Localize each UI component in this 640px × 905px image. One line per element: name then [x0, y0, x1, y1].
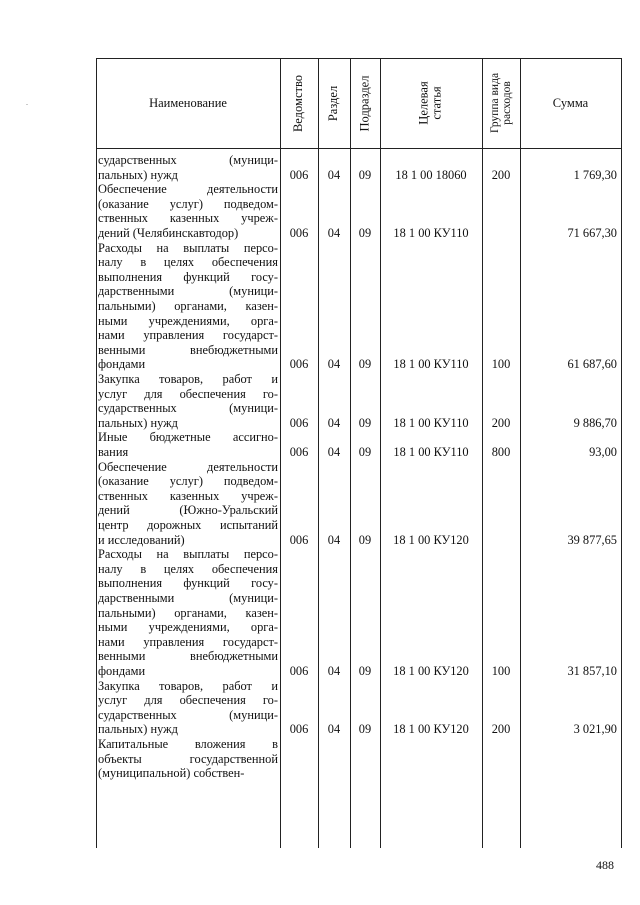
row-name-line: вания [98, 445, 129, 459]
row-razdel: 04 [327, 722, 341, 737]
row-gruppa: 200 [491, 722, 511, 737]
row-name-line: дений (Челябинскавтодор) [98, 226, 239, 240]
row-name-line: (оказание услуг) подведом- [98, 196, 278, 211]
row-name-line: Иные бюджетные ассигно- [98, 430, 278, 445]
page-number: 488 [596, 858, 614, 872]
row-name-line: выполнения функций госу- [98, 269, 278, 284]
row-summa: 39 877,65 [567, 532, 617, 547]
header-statia-line1: Целевая [417, 81, 431, 125]
margin-mark: . [26, 98, 28, 107]
row-name-line: сударственных (муници- [98, 153, 278, 167]
row-podrazdel: 09 [358, 357, 372, 372]
row-razdel: 04 [327, 226, 341, 240]
row-name-line: (оказание услуг) подведом- [98, 474, 278, 489]
row-name-line: дарственными (муници- [98, 591, 278, 605]
row-name-line: Закупка товаров, работ и [98, 372, 278, 386]
row-vedomstvo: 006 [289, 532, 309, 547]
header-gruppa-line1: Группа вида [489, 72, 502, 134]
row-podrazdel: 09 [358, 532, 372, 547]
header-name-text: Наименование [149, 95, 227, 110]
row-name-line: Расходы на выплаты персо- [98, 240, 278, 255]
row-name-line: нами управления государст- [98, 328, 278, 343]
row-podrazdel: 09 [358, 722, 372, 737]
row-name-line: сударственных (муници- [98, 707, 278, 722]
row-gruppa: 200 [491, 167, 511, 182]
row-name-line: пальных) нужд [98, 722, 178, 737]
table-border-left [96, 58, 97, 848]
header-divider [96, 148, 622, 149]
header-gruppa [482, 58, 520, 148]
row-statia: 18 1 00 КУ120 [393, 532, 469, 547]
row-summa: 71 667,30 [567, 226, 617, 240]
row-summa: 93,00 [589, 445, 617, 459]
row-vedomstvo: 006 [289, 722, 309, 737]
row-gruppa: 800 [491, 445, 511, 459]
header-statia [380, 58, 482, 148]
row-vedomstvo: 006 [289, 415, 309, 430]
row-statia: 18 1 00 18060 [395, 167, 467, 182]
row-gruppa: 100 [491, 357, 511, 372]
row-statia: 18 1 00 КУ110 [393, 445, 469, 459]
row-name-line: пальных) нужд [98, 167, 178, 182]
row-podrazdel: 09 [358, 167, 372, 182]
row-name-line: венными внебюджетными [98, 342, 278, 357]
row-name-line: услуг для обеспечения го- [98, 386, 278, 401]
row-razdel: 04 [327, 664, 341, 678]
row-name-line: Обеспечение деятельности [98, 182, 278, 197]
header-razdel [318, 58, 350, 148]
row-name-line: центр дорожных испытаний [98, 518, 278, 532]
header-podrazdel-text: Подраздел [357, 75, 372, 131]
row-razdel: 04 [327, 415, 341, 430]
row-name-line: дарственными (муници- [98, 284, 278, 299]
row-name-line: ственных казенных учреж- [98, 488, 278, 503]
row-podrazdel: 09 [358, 664, 372, 678]
row-name-line: налу в целях обеспечения [98, 561, 278, 576]
row-name-line: венными внебюджетными [98, 649, 278, 664]
row-name-line: ными учреждениями, орга- [98, 620, 278, 635]
row-vedomstvo: 006 [289, 664, 309, 678]
row-summa: 9 886,70 [573, 415, 617, 430]
row-statia: 18 1 00 КУ110 [393, 357, 469, 372]
row-vedomstvo: 006 [289, 167, 309, 182]
row-name-line: фондами [98, 357, 146, 372]
row-name-line: налу в целях обеспечения [98, 255, 278, 270]
row-name-line: выполнения функций госу- [98, 576, 278, 591]
row-name-line: дений (Южно-Уральский [98, 503, 278, 518]
row-summa: 31 857,10 [567, 664, 617, 678]
header-vedomstvo [280, 58, 318, 148]
row-podrazdel: 09 [358, 445, 372, 459]
row-summa: 61 687,60 [567, 357, 617, 372]
row-name-line: пальными) органами, казен- [98, 605, 278, 620]
row-vedomstvo: 006 [289, 357, 309, 372]
row-gruppa: 100 [491, 664, 511, 678]
row-name-line: ными учреждениями, орга- [98, 313, 278, 328]
row-razdel: 04 [327, 532, 341, 547]
row-gruppa: 200 [491, 415, 511, 430]
row-razdel: 04 [327, 445, 341, 459]
row-name-line: и исследований) [98, 532, 185, 547]
row-name-line: Закупка товаров, работ и [98, 678, 278, 693]
row-name-line: нами управления государст- [98, 634, 278, 649]
row-name-line: ственных казенных учреж- [98, 211, 278, 226]
header-name [96, 58, 280, 148]
row-name-line: объекты государственной [98, 751, 278, 766]
row-vedomstvo: 006 [289, 226, 309, 240]
header-gruppa-line2: расходов [501, 81, 514, 125]
row-name-line: (муниципальной) собствен- [98, 766, 245, 781]
header-summa [520, 58, 621, 148]
header-summa-text: Сумма [552, 95, 589, 110]
row-statia: 18 1 00 КУ110 [393, 415, 469, 430]
row-name-line: пальными) органами, казен- [98, 299, 278, 313]
row-podrazdel: 09 [358, 415, 372, 430]
row-name-line: Обеспечение деятельности [98, 459, 278, 474]
row-statia: 18 1 00 КУ120 [393, 722, 469, 737]
row-razdel: 04 [327, 167, 341, 182]
header-razdel-text: Раздел [326, 85, 341, 121]
row-name-line: услуг для обеспечения го- [98, 693, 278, 708]
row-name-line: пальных) нужд [98, 415, 178, 430]
row-vedomstvo: 006 [289, 445, 309, 459]
row-podrazdel: 09 [358, 226, 372, 240]
row-statia: 18 1 00 КУ110 [393, 226, 469, 240]
row-name-line: сударственных (муници- [98, 401, 278, 416]
row-razdel: 04 [327, 357, 341, 372]
row-statia: 18 1 00 КУ120 [393, 664, 469, 678]
header-podrazdel [350, 58, 380, 148]
header-vedomstvo-text: Ведомство [291, 74, 306, 132]
row-name-line: Капитальные вложения в [98, 737, 278, 751]
header-statia-line2: статья [430, 86, 444, 120]
row-name-line: фондами [98, 664, 146, 678]
row-name-line: Расходы на выплаты персо- [98, 547, 278, 562]
row-summa: 3 021,90 [573, 722, 617, 737]
budget-table [96, 58, 622, 848]
row-summa: 1 769,30 [573, 167, 617, 182]
table-border-right [621, 58, 622, 848]
